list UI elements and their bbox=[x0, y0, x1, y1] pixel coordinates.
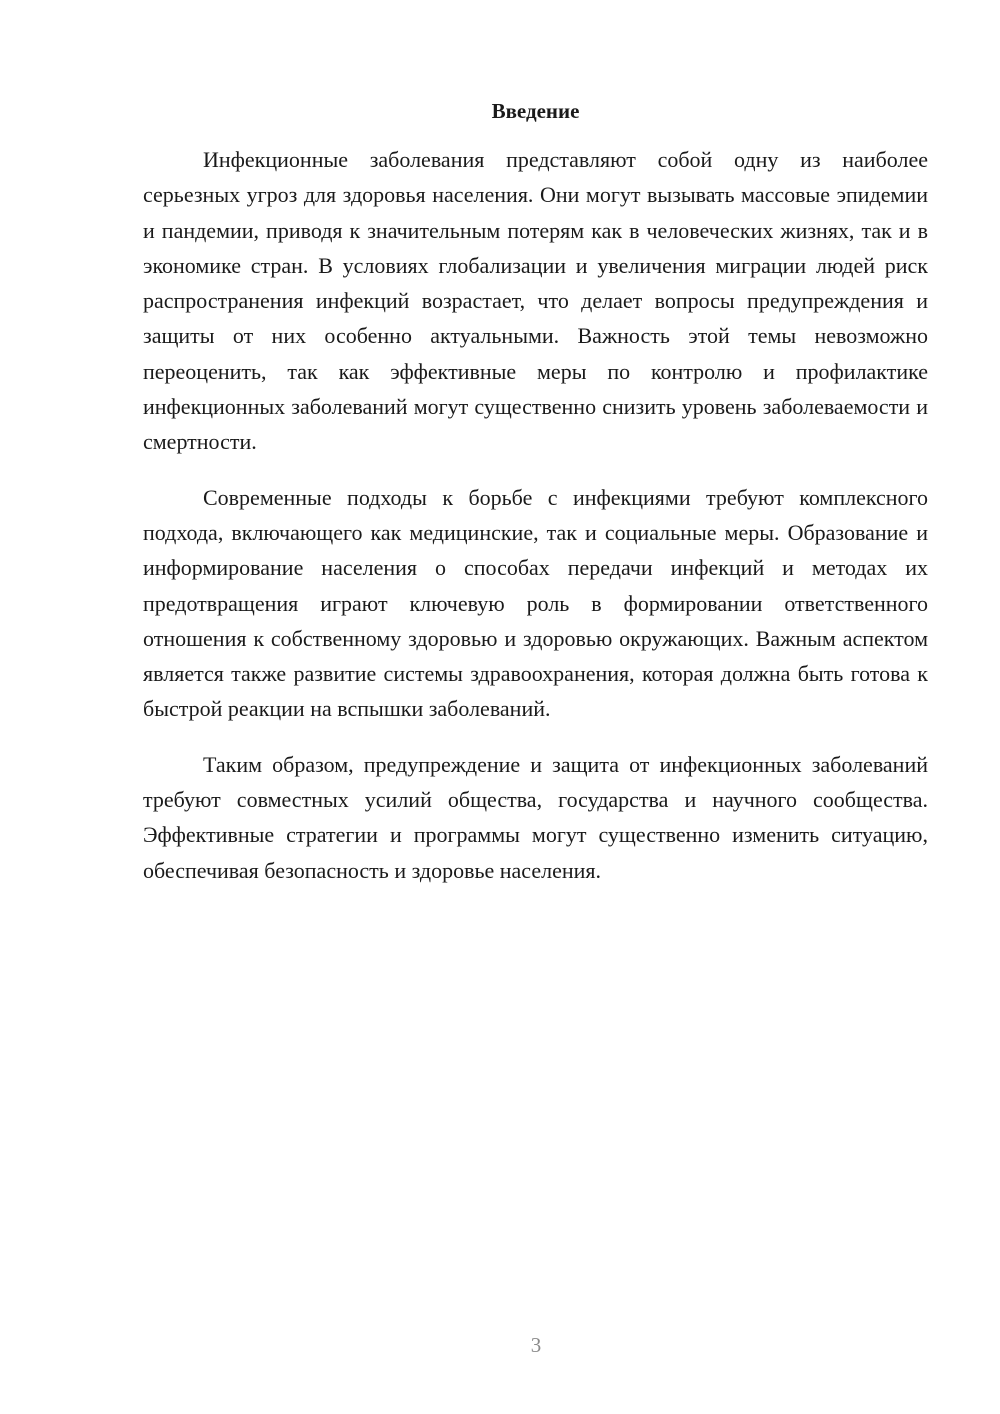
section-heading: Введение bbox=[491, 99, 580, 123]
paragraph-3: Таким образом, предупреждение и защита от инфекционных заболеваний требуют совместных усилий общества, государства и научного сообщества. Эффективные стратегии и программы могут существенно изменить ситуацию, обеспечивая безопасность и здоровье населения. bbox=[143, 751, 928, 883]
document-body bbox=[143, 142, 928, 908]
page-number: 3 bbox=[530, 1333, 542, 1357]
paragraph-1: Инфекционные заболевания представляют собой одну из наиболее серьезных угроз для здоровья населения. Они могут вызывать массовые эпидемии и пандемии, приводя к значительным потерям как в человеческих жизнях, так и в экономике стран. В условиях глобализации и увеличения миграции людей риск распространения инфекций возрастает, что делает вопросы предупреждения и защиты от них особенно актуальными. Важность этой темы невозможно переоценить, так как эффективные меры по контролю и профилактике инфекционных заболеваний могут существенно снизить уровень заболеваемости и смертности. bbox=[143, 147, 928, 455]
paragraph-2: Современные подходы к борьбе с инфекциями требуют комплексного подхода, включающего как медицинские, так и социальные меры. Образование и информирование населения о способах передачи инфекций и методах их предотвращения играют ключевую роль в формировании ответственного отношения к собственному здоровью и здоровью окружающих. Важным аспектом является также развитие системы здравоохранения, которая должна быть готова к быстрой реакции на вспышки заболеваний. bbox=[143, 484, 928, 722]
